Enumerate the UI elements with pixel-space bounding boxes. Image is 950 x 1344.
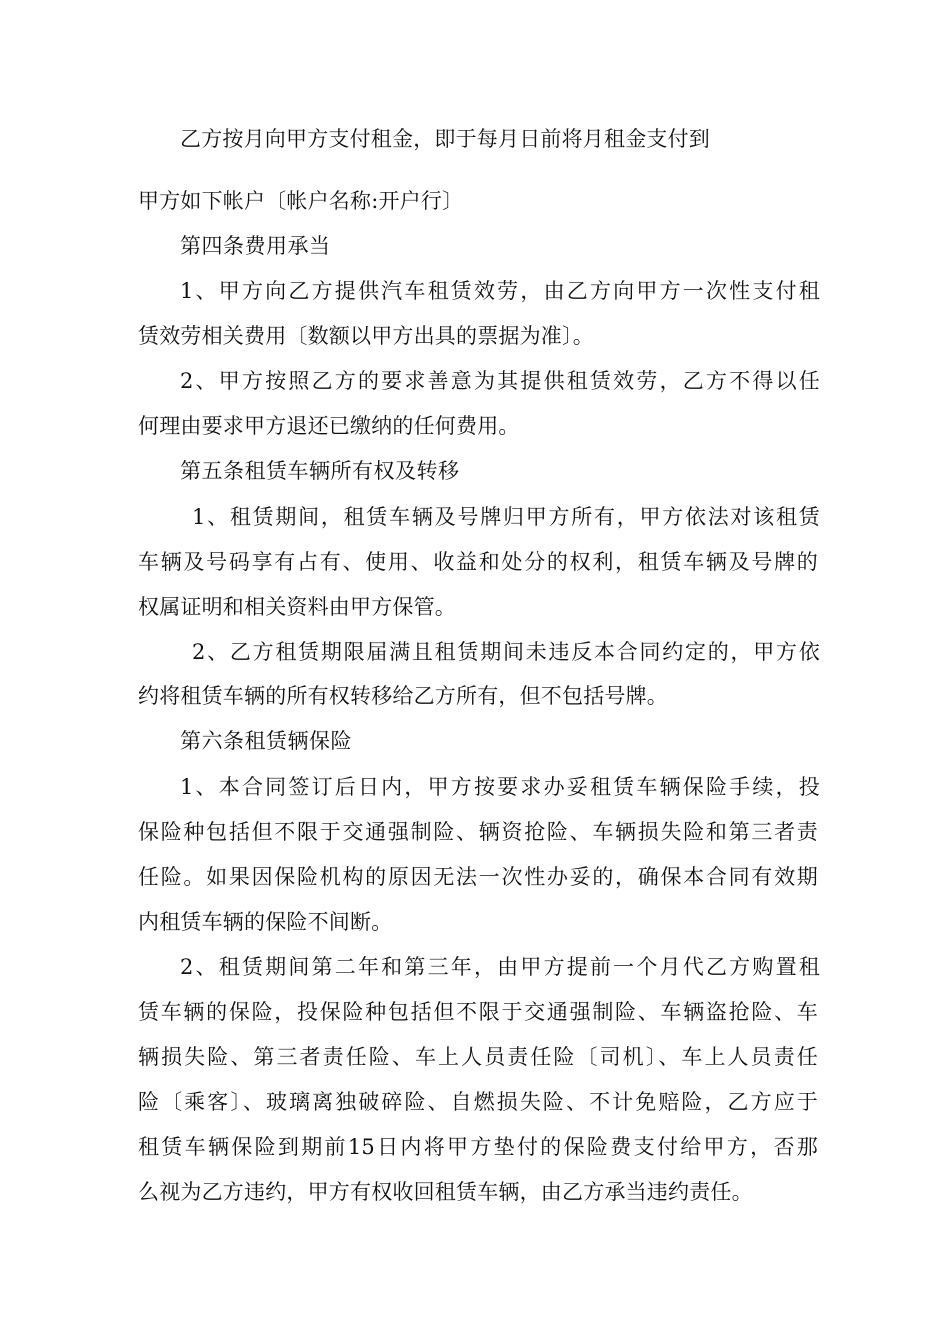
paragraph-line: 2、乙方租赁期限届满且租赁期间未违反本合同约定的，甲方依 — [192, 640, 820, 664]
paragraph-line: 车辆及号码享有占有、使用、收益和处分的权利，租赁车辆及号牌的 — [138, 550, 818, 574]
paragraph-line: 2、甲方按照乙方的要求善意为其提供租赁效劳，乙方不得以任 — [180, 369, 820, 393]
paragraph-line: 1、甲方向乙方提供汽车租赁效劳，由乙方向甲方一次性支付租 — [180, 279, 820, 303]
paragraph-line: 何理由要求甲方退还已缴纳的任何费用。 — [138, 414, 520, 438]
paragraph-line: 1、本合同签订后日内，甲方按要求办妥租赁车辆保险手续，投 — [180, 775, 820, 799]
paragraph-line: 辆损失险、第三者责任险、车上人员责任险〔司机〕、车上人员责任 — [138, 1045, 818, 1069]
paragraph-line: 约将租赁车辆的所有权转移给乙方所有，但不包括号牌。 — [138, 684, 668, 708]
paragraph-line: 1、租赁期间，租赁车辆及号牌归甲方所有，甲方依法对该租赁 — [192, 505, 820, 529]
paragraph-line: 权属证明和相关资料由甲方保管。 — [138, 595, 456, 619]
paragraph-line: 乙方按月向甲方支付租金，即于每月日前将月租金支付到 — [180, 127, 710, 151]
section-heading: 第六条租赁辆保险 — [180, 729, 352, 753]
paragraph-line: 内租赁车辆的保险不间断。 — [138, 910, 393, 934]
paragraph-line: 任险。如果因保险机构的原因无法一次性办妥的，确保本合同有效期 — [138, 865, 818, 889]
paragraph-line: 2、租赁期间第二年和第三年，由甲方提前一个月代乙方购置租 — [180, 955, 820, 979]
paragraph-line: 租赁车辆保险到期前15日内将甲方垫付的保险费支付给甲方，否那 — [138, 1135, 818, 1159]
section-heading: 第五条租赁车辆所有权及转移 — [180, 459, 460, 483]
paragraph-line: 赁效劳相关费用〔数额以甲方出具的票据为准〕。 — [138, 324, 594, 348]
paragraph-line: 赁车辆的保险，投保险种包括但不限于交通强制险、车辆盗抢险、车 — [138, 1000, 818, 1024]
paragraph-line: 么视为乙方违约，甲方有权收回租赁车辆，由乙方承当违约责任。 — [138, 1180, 753, 1204]
section-heading: 第四条费用承当 — [180, 234, 331, 258]
paragraph-line: 保险种包括但不限于交通强制险、辆资抢险、车辆损失险和第三者责 — [138, 820, 818, 844]
paragraph-line: 险〔乘客〕、玻璃离独破碎险、自燃损失险、不计免赔险，乙方应于 — [138, 1090, 818, 1114]
paragraph-line: 甲方如下帐户〔帐户名称:开户行〕 — [138, 189, 464, 213]
